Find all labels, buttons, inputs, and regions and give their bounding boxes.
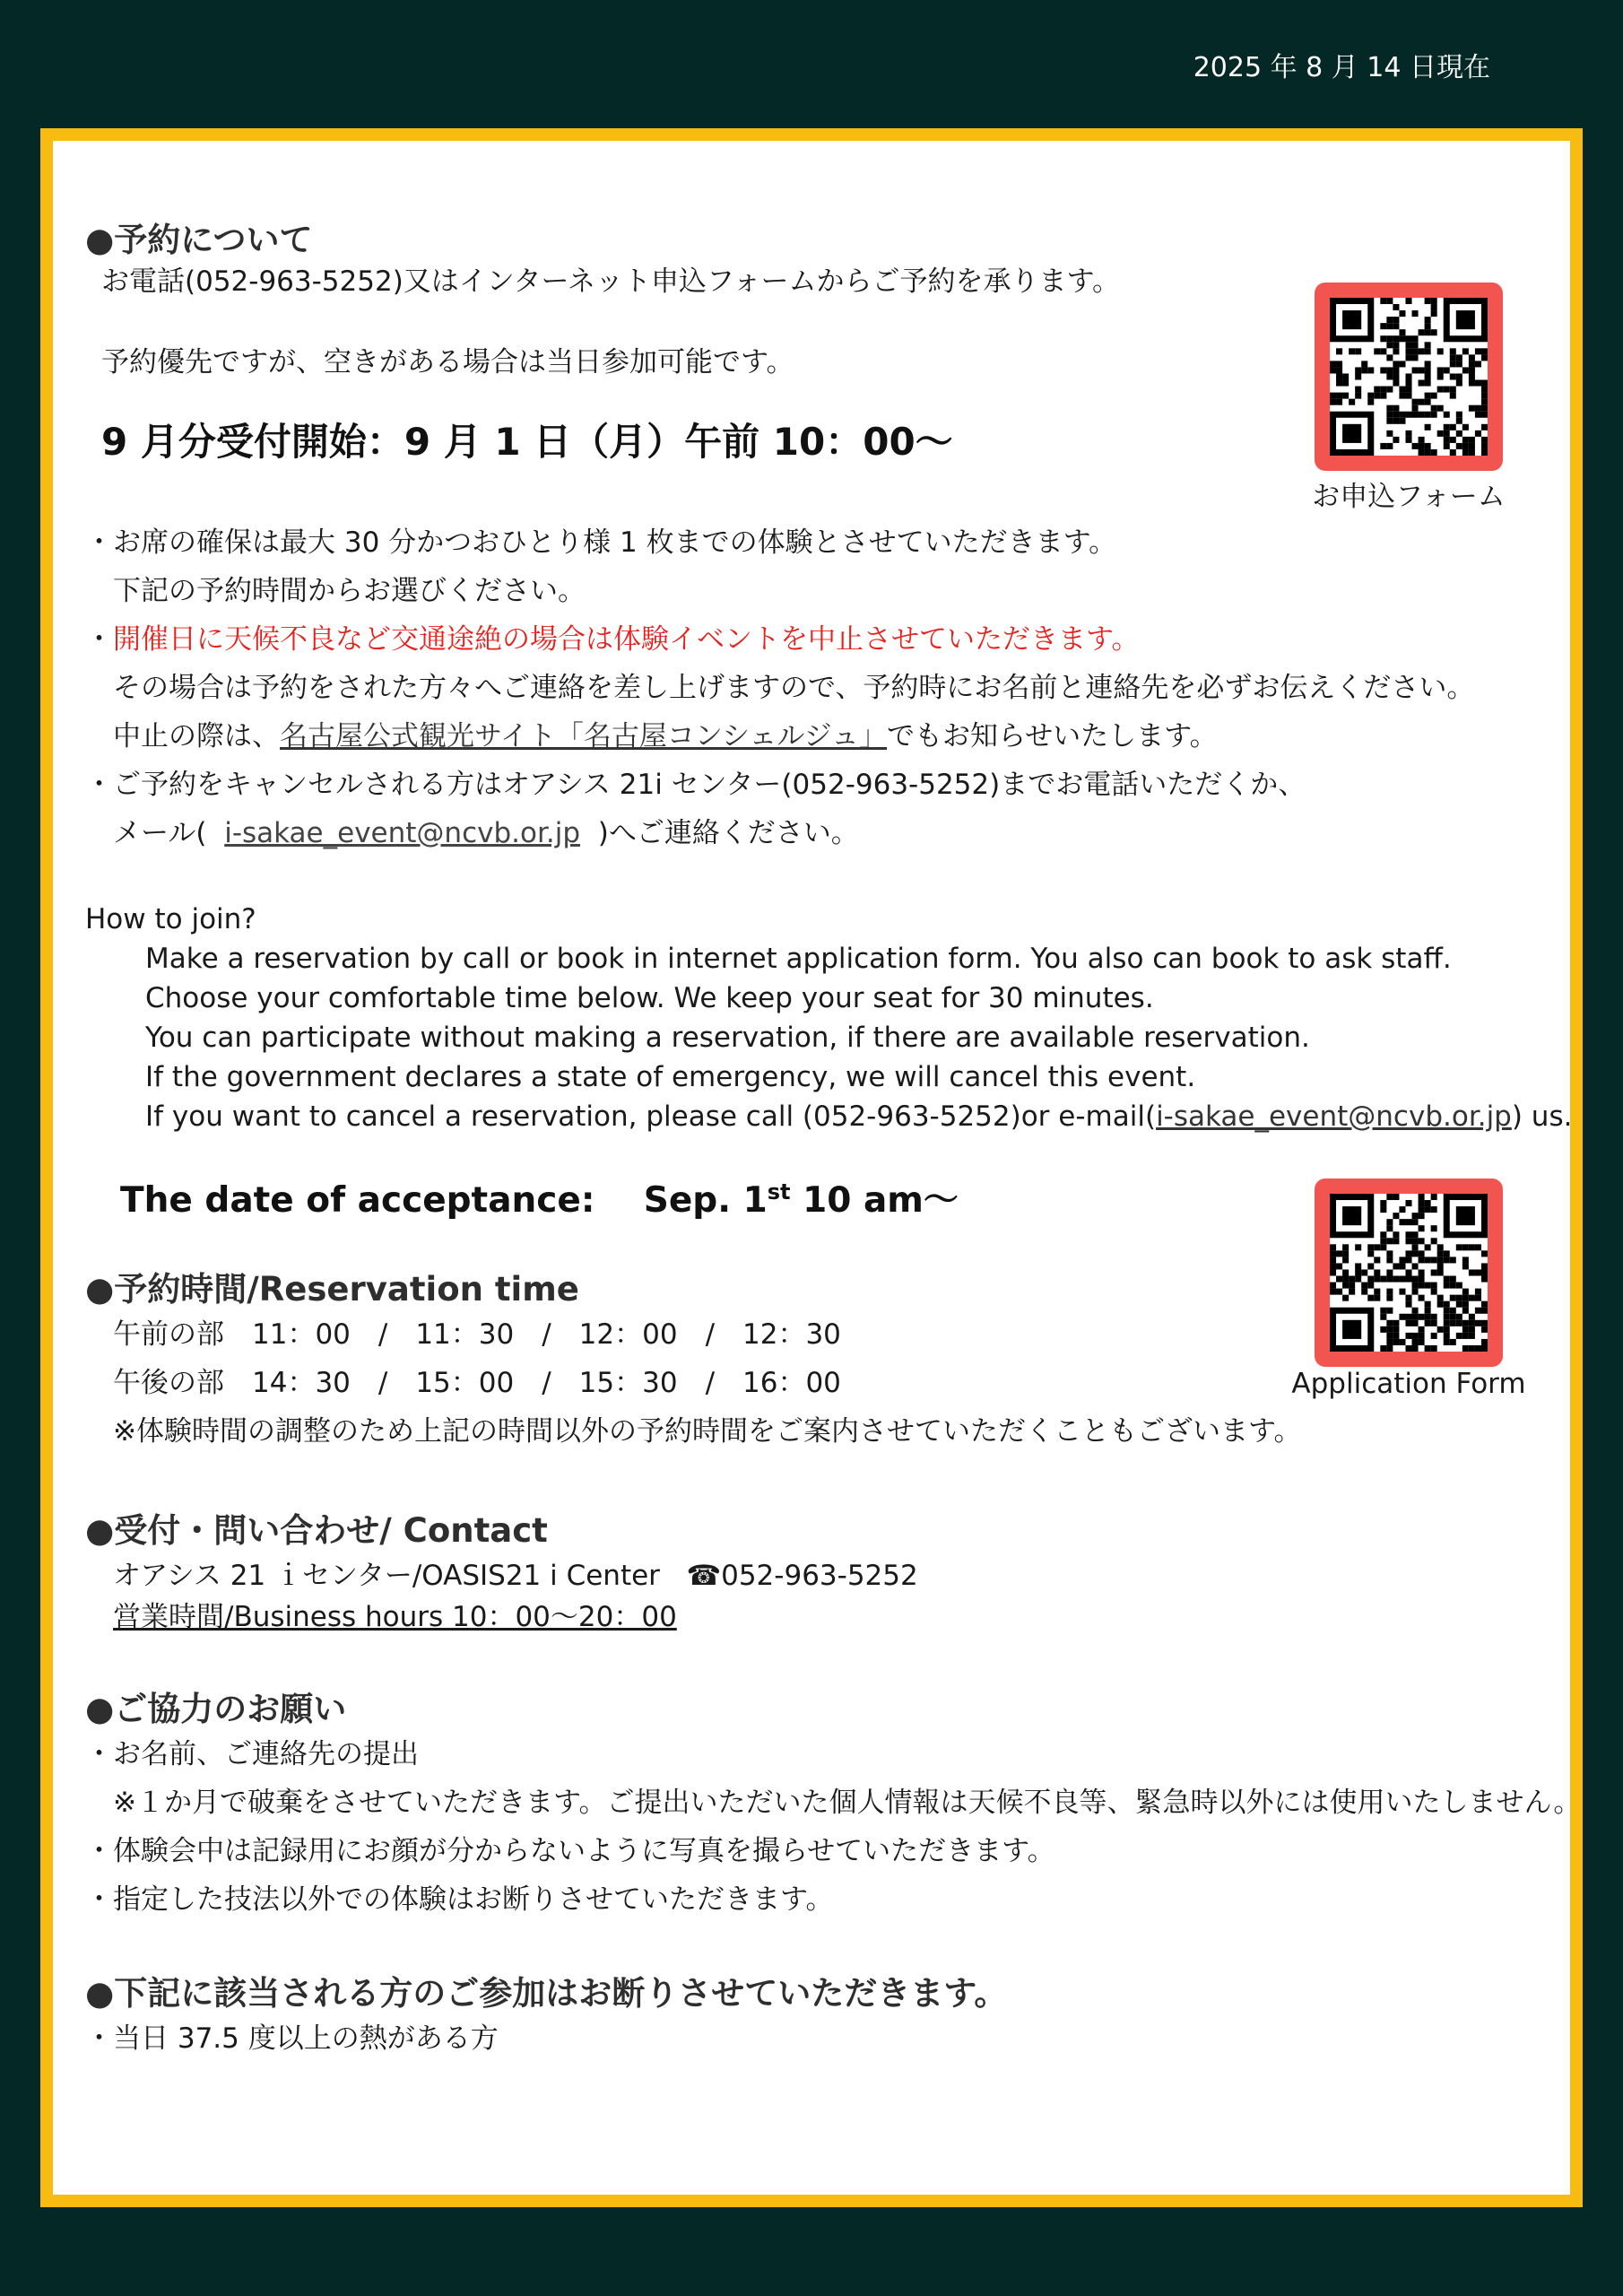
how-to-join-heading: How to join? bbox=[85, 903, 256, 935]
content-frame bbox=[40, 128, 1583, 2207]
bullet-cancel-reservation: ・ご予約をキャンセルされる方はオアシス 21i センター(052-963-5252)までお電話いただくか、 bbox=[85, 769, 1306, 801]
bullet-cancel-weather-cont: その場合は予約をされた方々へご連絡を差し上げますので、予約時にお名前と連絡先を必ずお伝えください。 bbox=[113, 672, 1475, 704]
application-form-qr-label-en: Application Form bbox=[1291, 1368, 1526, 1400]
bullet-seat-limit: ・お席の確保は最大 30 分かつおひとり様 1 枚までの体験とさせていただきます。 bbox=[85, 526, 1117, 559]
english-line-3: You can participate without making a reservation, if there are available reservation. bbox=[145, 1022, 1310, 1054]
cooperation-item-3: ・体験会中は記録用にお顔が分からないように写真を撮らせていただきます。 bbox=[85, 1835, 1055, 1867]
weather-cancel-notice: 開催日に天候不良など交通途絶の場合は体験イベントを中止させていただきます。 bbox=[113, 623, 1140, 656]
contact-center-line bbox=[113, 1552, 918, 1593]
english-line-2: Choose your comfortable time below. We keep your seat for 30 minutes. bbox=[145, 982, 1154, 1014]
reservation-time-heading: ●予約時間/Reservation time bbox=[85, 1270, 579, 1309]
application-form-qr-code[interactable] bbox=[1315, 283, 1503, 471]
concierge-pre: 中止の際は、 bbox=[113, 720, 280, 752]
bullet-cancel-weather bbox=[85, 616, 1140, 657]
english-line-1: Make a reservation by call or book in internet application form. You also can book to ask staff. bbox=[145, 943, 1452, 975]
application-form-qr-label-jp: お申込フォーム bbox=[1312, 481, 1506, 513]
business-hours: 営業時間/Business hours 10：00〜20：00 bbox=[113, 1601, 677, 1633]
reservation-phone-line: お電話(052-963-5252)又はインターネット申込フォームからご予約を承ります。 bbox=[101, 265, 1120, 298]
concierge-post: でもお知らせいたします。 bbox=[887, 720, 1218, 752]
bullet-concierge-line bbox=[113, 713, 1218, 753]
cooperation-item-4: ・指定した技法以外での体験はお断りさせていただきます。 bbox=[85, 1883, 834, 1916]
cooperation-item-2: ※１か月で破棄をさせていただきます。ご提出いただいた個人情報は天候不良等、緊急時以外には使用いたしません。 bbox=[113, 1787, 1582, 1819]
email-link-en[interactable]: i-sakae_event@ncvb.or.jp bbox=[1156, 1100, 1512, 1133]
time-adjust-note: ※体験時間の調整のため上記の時間以外の予約時間をご案内させていただくこともございます。 bbox=[113, 1415, 1302, 1448]
acceptance-start-jp: 9 月分受付開始：9 月 1 日（月）午前 10：00〜 bbox=[101, 420, 953, 464]
contact-heading: ●受付・問い合わせ/ Contact bbox=[85, 1511, 548, 1550]
english-line-4: If the government declares a state of emergency, we will cancel this event. bbox=[145, 1061, 1196, 1093]
decline-item-1: ・当日 37.5 度以上の熱がある方 bbox=[85, 2022, 499, 2055]
bullet-cancel-email-line bbox=[113, 810, 859, 850]
qr-code-icon bbox=[1330, 298, 1488, 456]
acceptance-date-post: 10 am〜 bbox=[790, 1180, 959, 1221]
acceptance-label: The date of acceptance: bbox=[120, 1180, 595, 1221]
reservation-walkin-line: 予約優先ですが、空きがある場合は当日参加可能です。 bbox=[101, 346, 794, 378]
english-cancel-pre: If you want to cancel a reservation, please call (052-963-5252)or e-mail( bbox=[145, 1100, 1157, 1133]
as-of-date: 2025 年 8 月 14 日現在 bbox=[1193, 52, 1490, 83]
application-form-qr-code-en[interactable] bbox=[1315, 1178, 1503, 1367]
cooperation-item-1: ・お名前、ご連絡先の提出 bbox=[85, 1738, 419, 1770]
bullet-dot: ・ bbox=[85, 623, 113, 656]
email-link-jp[interactable]: i-sakae_event@ncvb.or.jp bbox=[224, 817, 580, 849]
nagoya-concierge-link[interactable]: 名古屋公式観光サイト「名古屋コンシェルジュ」 bbox=[280, 720, 888, 752]
afternoon-times: 午後の部 14：30 / 15：00 / 15：30 / 16：00 bbox=[113, 1367, 841, 1399]
qr-code-icon bbox=[1330, 1194, 1488, 1352]
acceptance-date-en bbox=[120, 1172, 959, 1222]
acceptance-date-sup: st bbox=[767, 1179, 791, 1205]
bullet-seat-limit-cont: 下記の予約時間からお選びください。 bbox=[113, 575, 586, 607]
acceptance-date-pre: Sep. 1 bbox=[643, 1180, 768, 1221]
contact-center-name: オアシス 21 ｉセンター/OASIS21 i Center bbox=[113, 1560, 660, 1592]
email-pre: メール( bbox=[113, 817, 207, 849]
cooperation-heading: ●ご協力のお願い bbox=[85, 1690, 347, 1728]
english-cancel-line bbox=[145, 1100, 1572, 1133]
decline-heading: ●下記に該当される方のご参加はお断りさせていただきます。 bbox=[85, 1974, 1008, 2013]
email-post: )へご連絡ください。 bbox=[597, 817, 859, 849]
english-cancel-post: ) us. bbox=[1511, 1100, 1573, 1133]
reservation-heading: ●予約について bbox=[85, 221, 313, 259]
contact-phone: ☎052-963-5252 bbox=[686, 1560, 918, 1592]
morning-times: 午前の部 11：00 / 11：30 / 12：00 / 12：30 bbox=[113, 1318, 841, 1351]
